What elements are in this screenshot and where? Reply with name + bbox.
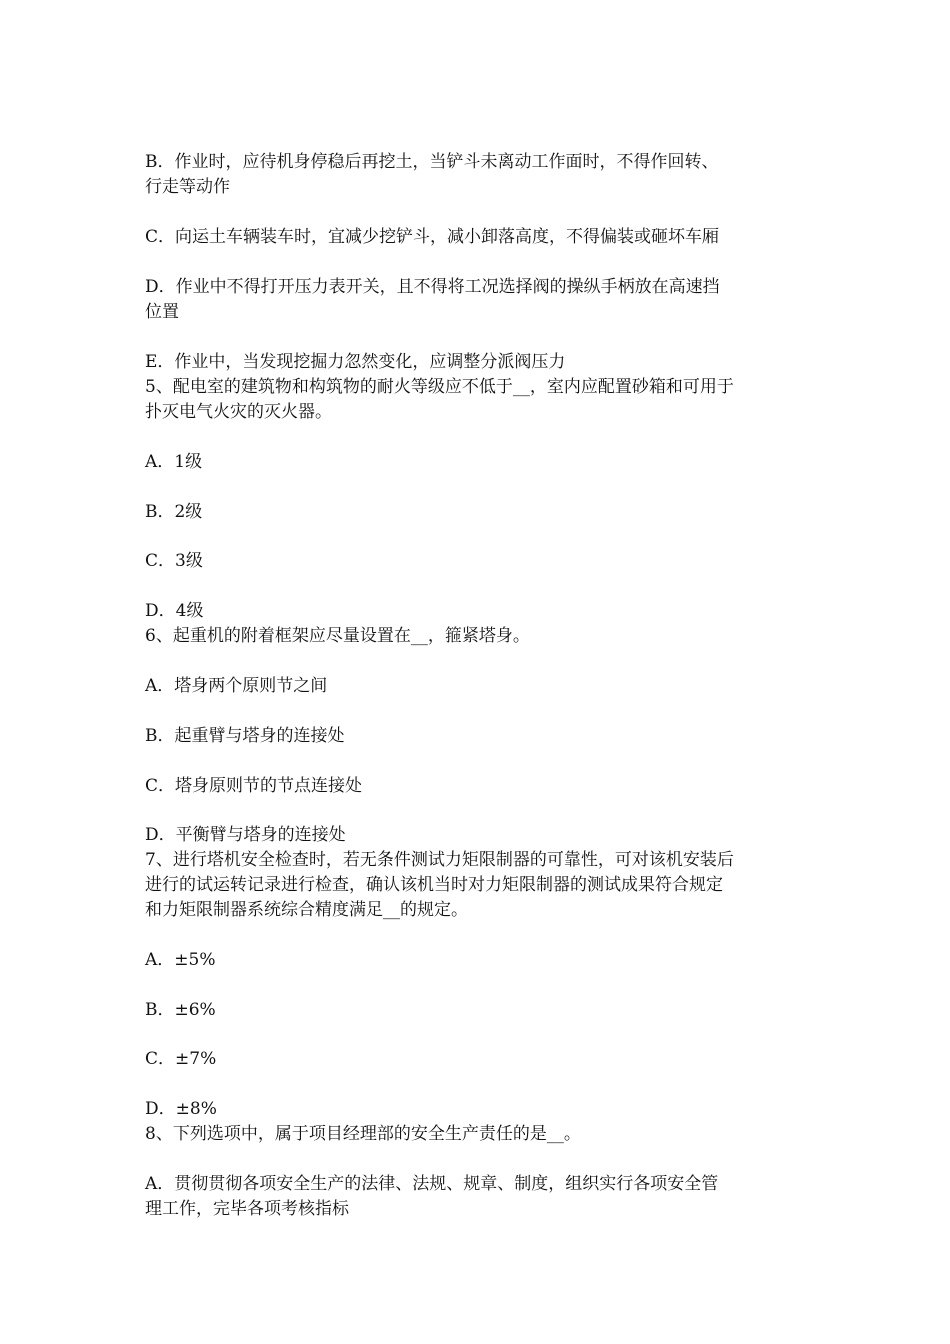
- question-7-line-3: 和力矩限制器系统综合精度满足__的规定。: [145, 900, 468, 920]
- question-5-line-2: 扑灭电气火灾的灭火器。: [145, 402, 332, 422]
- option-b-line-1: B．作业时，应待机身停稳后再挖土，当铲斗未离动工作面时，不得作回转、: [145, 152, 719, 172]
- q6-option-a: A．塔身两个原则节之间: [145, 676, 328, 696]
- q5-option-c: C．3级: [145, 551, 203, 571]
- question-8: 8、下列选项中，属于项目经理部的安全生产责任的是__。: [145, 1124, 581, 1144]
- q8-option-a-line-1: A．贯彻贯彻各项安全生产的法律、法规、规章、制度，组织实行各项安全管: [145, 1174, 719, 1194]
- q8-option-a-line-2: 理工作，完毕各项考核指标: [145, 1199, 349, 1219]
- question-7-line-2: 进行的试运转记录进行检查，确认该机当时对力矩限制器的测试成果符合规定: [145, 875, 723, 895]
- q7-option-c: C．±7%: [145, 1049, 217, 1069]
- question-7-line-1: 7、进行塔机安全检查时，若无条件测试力矩限制器的可靠性，可对该机安装后: [145, 850, 734, 870]
- option-b-line-2: 行走等动作: [145, 177, 230, 197]
- q7-option-b: B．±6%: [145, 1000, 216, 1020]
- option-e: E．作业中，当发现挖掘力忽然变化，应调整分派阀压力: [145, 352, 566, 372]
- q5-option-a: A．1级: [145, 452, 203, 472]
- option-c: C．向运土车辆装车时，宜减少挖铲斗，减小卸落高度，不得偏装或砸坏车厢: [145, 227, 720, 247]
- question-6: 6、起重机的附着框架应尽量设置在__，箍紧塔身。: [145, 626, 530, 646]
- q6-option-b: B．起重臂与塔身的连接处: [145, 726, 345, 746]
- q7-option-d: D．±8%: [145, 1099, 217, 1119]
- option-d-line-2: 位置: [145, 302, 179, 322]
- question-5-line-1: 5、配电室的建筑物和构筑物的耐火等级应不低于__，室内应配置砂箱和可用于: [145, 377, 734, 397]
- q5-option-d: D．4级: [145, 601, 204, 621]
- q7-option-a: A．±5%: [145, 950, 216, 970]
- q6-option-c: C．塔身原则节的节点连接处: [145, 776, 363, 796]
- q5-option-b: B．2级: [145, 502, 203, 522]
- q6-option-d: D．平衡臂与塔身的连接处: [145, 825, 346, 845]
- option-d-line-1: D．作业中不得打开压力表开关，且不得将工况选择阀的操纵手柄放在高速挡: [145, 277, 720, 297]
